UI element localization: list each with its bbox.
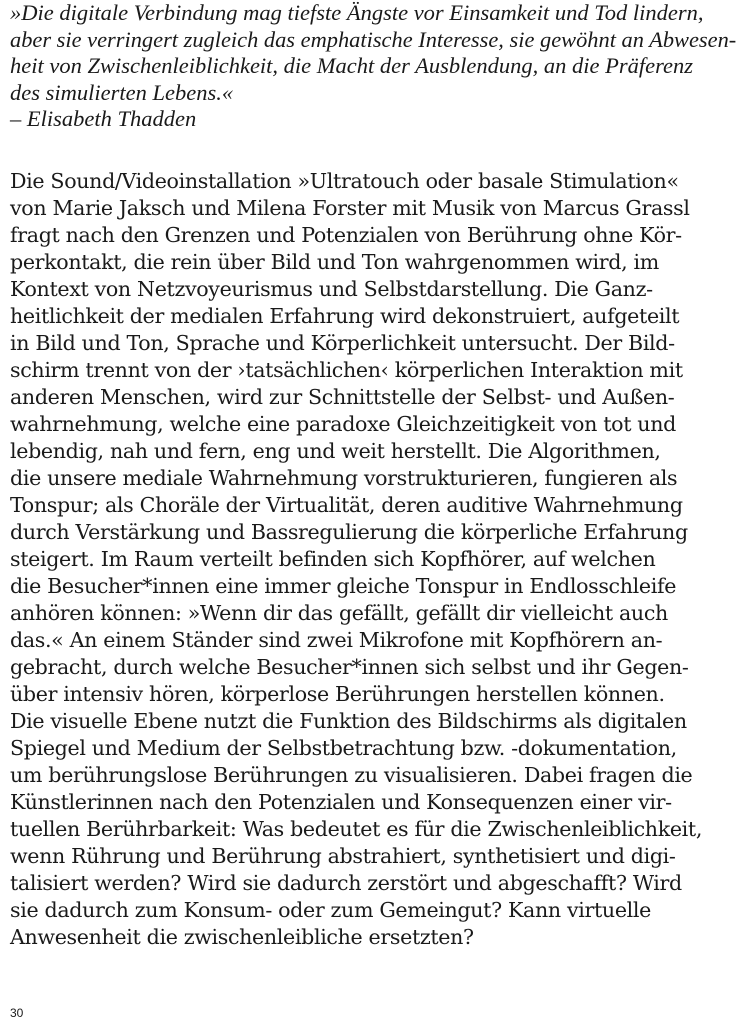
body-line: von Marie Jaksch und Milena Forster mit Musik von Marcus Grassl	[10, 196, 690, 220]
body-line: in Bild und Ton, Sprache und Körperlichkeit untersucht. Der Bild-	[10, 331, 675, 355]
body-line: sie dadurch zum Konsum- oder zum Gemeingut? Kann virtuelle	[10, 898, 651, 922]
body-line: über intensiv hören, körperlose Berührungen herstellen können.	[10, 682, 665, 706]
body-line: wenn Rührung und Berührung abstrahiert, synthetisiert und digi-	[10, 844, 676, 868]
epigraph-line: »Die digitale Verbindung mag tiefste Ängste vor Einsamkeit und Tod lindern,	[10, 0, 704, 25]
body-line: das.« An einem Ständer sind zwei Mikrofone mit Kopfhörern an-	[10, 628, 663, 652]
body-line: anhören können: »Wenn dir das gefällt, gefällt dir vielleicht auch	[10, 601, 668, 625]
body-line: Spiegel und Medium der Selbstbetrachtung bzw. -dokumentation,	[10, 736, 677, 760]
epigraph-attribution: – Elisabeth Thadden	[10, 106, 197, 132]
body-line: tuellen Berührbarkeit: Was bedeutet es für die Zwischenleiblichkeit,	[10, 817, 703, 841]
body-line: lebendig, nah und fern, eng und weit herstellt. Die Algorithmen,	[10, 439, 661, 463]
body-paragraph	[10, 168, 740, 951]
body-line: durch Verstärkung und Bassregulierung die körperliche Erfahrung	[10, 520, 688, 544]
body-line: Die visuelle Ebene nutzt die Funktion des Bildschirms als digitalen	[10, 709, 687, 733]
epigraph-line: des simulierten Lebens.«	[10, 79, 234, 105]
body-line: gebracht, durch welche Besucher*innen sich selbst und ihr Gegen-	[10, 655, 689, 679]
body-line: talisiert werden? Wird sie dadurch zerstört und abgeschafft? Wird	[10, 871, 682, 895]
body-line: Anwesenheit die zwischenleibliche ersetzten?	[10, 925, 474, 949]
body-line: Kontext von Netzvoyeurismus und Selbstdarstellung. Die Ganz-	[10, 277, 653, 301]
body-line: perkontakt, die rein über Bild und Ton wahrgenommen wird, im	[10, 250, 659, 274]
epigraph-line: aber sie verringert zugleich das emphatische Interesse, sie gewöhnt an Abwesen-	[10, 26, 737, 52]
body-line: steigert. Im Raum verteilt befinden sich Kopfhörer, auf welchen	[10, 547, 656, 571]
epigraph-quote	[10, 0, 740, 133]
epigraph-line: heit von Zwischenleiblichkeit, die Macht der Ausblendung, an die Präferenz	[10, 53, 693, 79]
page-number: 30	[10, 1006, 24, 1020]
body-line: Die Sound/Videoinstallation »Ultratouch oder basale Stimulation«	[10, 169, 679, 193]
body-line: wahrnehmung, welche eine paradoxe Gleichzeitigkeit von tot und	[10, 412, 676, 436]
body-line: die Besucher*innen eine immer gleiche Tonspur in Endlosschleife	[10, 574, 677, 598]
body-line: Künstlerinnen nach den Potenzialen und Konsequenzen einer vir-	[10, 790, 672, 814]
body-line: fragt nach den Grenzen und Potenzialen von Berührung ohne Kör-	[10, 223, 682, 247]
body-line: heitlichkeit der medialen Erfahrung wird dekonstruiert, aufgeteilt	[10, 304, 680, 328]
body-line: Tonspur; als Choräle der Virtualität, deren auditive Wahrnehmung	[10, 493, 683, 517]
body-line: anderen Menschen, wird zur Schnittstelle der Selbst- und Außen-	[10, 385, 675, 409]
body-line: die unsere mediale Wahrnehmung vorstrukturieren, fungieren als	[10, 466, 678, 490]
body-line: um berührungslose Berührungen zu visualisieren. Dabei fragen die	[10, 763, 693, 787]
body-line: schirm trennt von der ›tatsächlichen‹ körperlichen Interaktion mit	[10, 358, 683, 382]
